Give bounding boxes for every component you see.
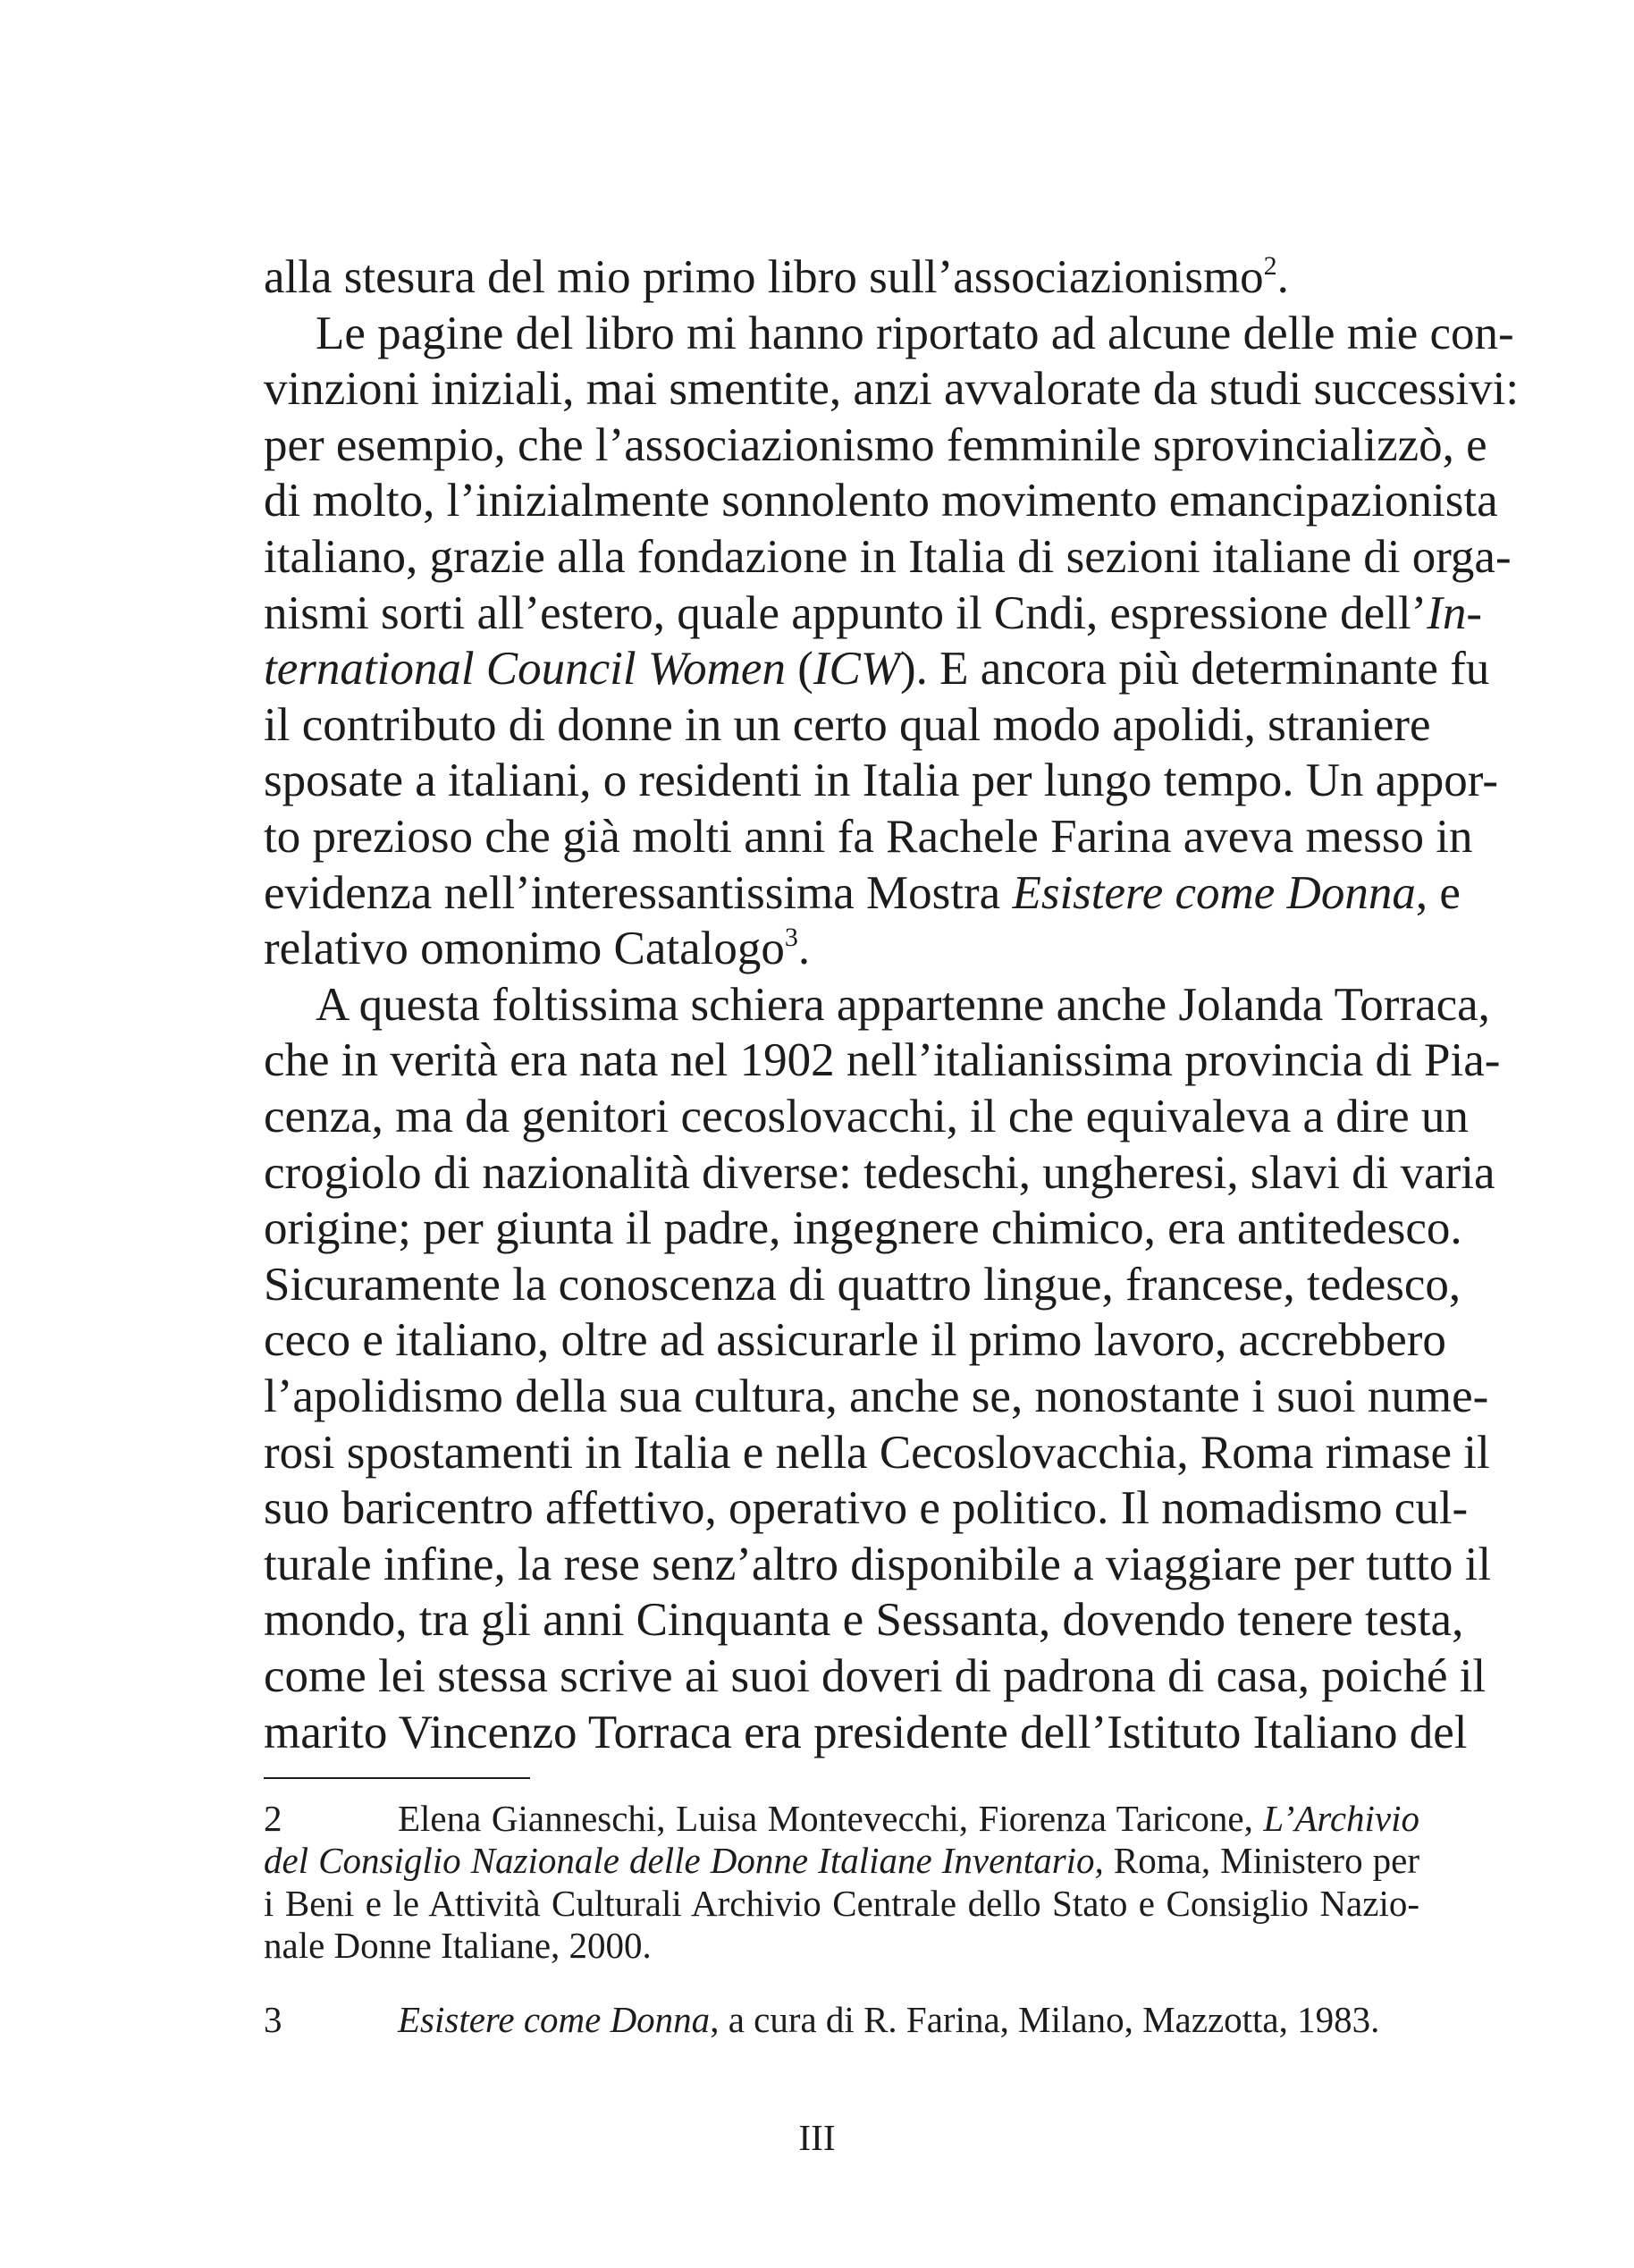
- line-text: Le pagine del libro mi hanno riportato ad alcune delle mie con-: [316, 307, 1514, 359]
- italic-text: ICW: [813, 643, 901, 696]
- footnote-number: 3: [264, 1999, 282, 2040]
- line-text: il contributo di donne in un certo qual modo apolidi, straniere: [264, 698, 1431, 751]
- footnote-text: i Beni e le Attività Culturali Archivio Centrale dello Stato e Consiglio Nazio-: [264, 1882, 1419, 1924]
- body-line: [264, 1145, 1495, 1201]
- italic-text: del Consiglio Nazionale delle Donne Italiane Inventario,: [264, 1840, 1104, 1882]
- body-line: [264, 417, 1487, 474]
- line-text: di molto, l’inizialmente sonnolento movimento emancipazionista: [264, 475, 1498, 527]
- footnote-2-line: [264, 1925, 1419, 1967]
- line-text: mondo, tra gli anni Cinquanta e Sessanta, dovendo tenere testa,: [264, 1594, 1464, 1647]
- body-line: [264, 809, 1473, 865]
- line-text: come lei stessa scrive ai suoi doveri di padrona di casa, poiché il: [264, 1650, 1487, 1702]
- line-text: ). E ancora più determinante fu: [900, 643, 1490, 696]
- footnote-ref-2[interactable]: 2: [1263, 251, 1277, 281]
- line-text: .: [797, 923, 811, 975]
- line-text: evidenza nell’interessantissima Mostra: [264, 866, 1013, 919]
- body-line: [264, 921, 1419, 977]
- body-line: [264, 1480, 1469, 1537]
- italic-text: Esistere come Donna: [1012, 866, 1416, 919]
- body-line: [264, 473, 1498, 529]
- line-text: turale infine, la rese senz’altro disponibile a viaggiare per tutto il: [264, 1538, 1492, 1590]
- body-line: [264, 753, 1498, 809]
- italic-text: ternational Council Women: [264, 643, 786, 696]
- body-line: [264, 1369, 1489, 1425]
- body-line: [264, 641, 1490, 697]
- line-text: suo baricentro affettivo, operativo e politico. Il nomadismo cul-: [264, 1482, 1469, 1535]
- italic-text: L’Archivio: [1263, 1798, 1419, 1839]
- line-text: ceco e italiano, oltre ad assicurarle il primo lavoro, accrebbero: [264, 1314, 1446, 1367]
- line-text: alla stesura del mio primo libro sull’associazionismo: [264, 251, 1264, 303]
- line-text: crogiolo di nazionalità diverse: tedeschi, ungheresi, slavi di varia: [264, 1146, 1495, 1199]
- footnote-3-line: [264, 1999, 1419, 2041]
- body-line: [264, 1705, 1468, 1761]
- body-line: [264, 697, 1431, 754]
- italic-text: In-: [1427, 586, 1483, 639]
- footnote-ref-3[interactable]: 3: [784, 923, 798, 953]
- body-line: [264, 865, 1461, 922]
- footnote-separator-rule: [264, 1777, 530, 1779]
- line-text: A questa foltissima schiera appartenne anche Jolanda Torraca,: [316, 978, 1490, 1031]
- footnote-2-line: [264, 1798, 1419, 1840]
- line-text: , e: [1415, 866, 1461, 919]
- line-text: cenza, ma da genitori cecoslovacchi, il che equivaleva a dire un: [264, 1091, 1469, 1142]
- body-line: [264, 1648, 1487, 1705]
- line-text: che in verità era nata nel 1902 nell’italianissima provincia di Pia-: [264, 1034, 1501, 1087]
- body-line: [264, 586, 1483, 642]
- line-text: sposate a italiani, o residenti in Italia per lungo tempo. Un appor-: [264, 755, 1498, 807]
- line-text: marito Vincenzo Torraca era presidente dell’Istituto Italiano del: [264, 1706, 1468, 1758]
- line-text: italiano, grazie alla fondazione in Italia di sezioni italiane di orga-: [264, 531, 1512, 583]
- footnote-number: 2: [264, 1798, 282, 1839]
- line-text: (: [785, 643, 813, 696]
- body-line: [264, 1257, 1461, 1313]
- italic-text: Esistere come Donna: [398, 1999, 711, 2040]
- body-line: [264, 306, 1514, 362]
- body-line: [264, 1537, 1492, 1593]
- line-text: origine; per giunta il padre, ingegnere chimico, era antitedesco.: [264, 1202, 1462, 1255]
- line-text: l’apolidismo della sua cultura, anche se, nonostante i suoi nume-: [264, 1370, 1489, 1422]
- line-text: Sicuramente la conoscenza di quattro lingue, francese, tedesco,: [264, 1258, 1461, 1311]
- footnote-2-line: [264, 1883, 1419, 1925]
- body-line: [264, 1201, 1462, 1257]
- body-line: [264, 361, 1520, 417]
- body-line: [264, 1033, 1501, 1089]
- body-line: [264, 1312, 1446, 1369]
- body-line: [264, 1592, 1464, 1648]
- line-text: .: [1276, 251, 1289, 303]
- footnote-text: , a cura di R. Farina, Milano, Mazzotta, 1983.: [710, 1999, 1380, 2040]
- line-text: nismi sorti all’estero, quale appunto il Cndi, espressione dell’: [264, 586, 1428, 639]
- footnote-text: Elena Gianneschi, Luisa Montevecchi, Fiorenza Taricone,: [398, 1798, 1264, 1839]
- line-text: rosi spostamenti in Italia e nella Cecoslovacchia, Roma rimase il: [264, 1426, 1490, 1479]
- body-line: [264, 1425, 1490, 1481]
- footnote-text: Roma, Ministero per: [1103, 1840, 1419, 1882]
- page-number: III: [798, 2117, 836, 2158]
- line-text: vinzioni iniziali, mai smentite, anzi avvalorate da studi successivi:: [264, 363, 1520, 416]
- footnote-text: nale Donne Italiane, 2000.: [264, 1925, 652, 1967]
- footnote-2-line: [264, 1840, 1419, 1882]
- body-line: [264, 529, 1512, 586]
- line-text: per esempio, che l’associazionismo femminile sprovincializzò, e: [264, 418, 1487, 471]
- line-text: to prezioso che già molti anni fa Rachele Farina aveva messo in: [264, 811, 1473, 863]
- body-line: [264, 977, 1490, 1033]
- body-line: [264, 1089, 1469, 1145]
- body-line: [264, 249, 1419, 306]
- line-text: relativo omonimo Catalogo: [264, 923, 785, 975]
